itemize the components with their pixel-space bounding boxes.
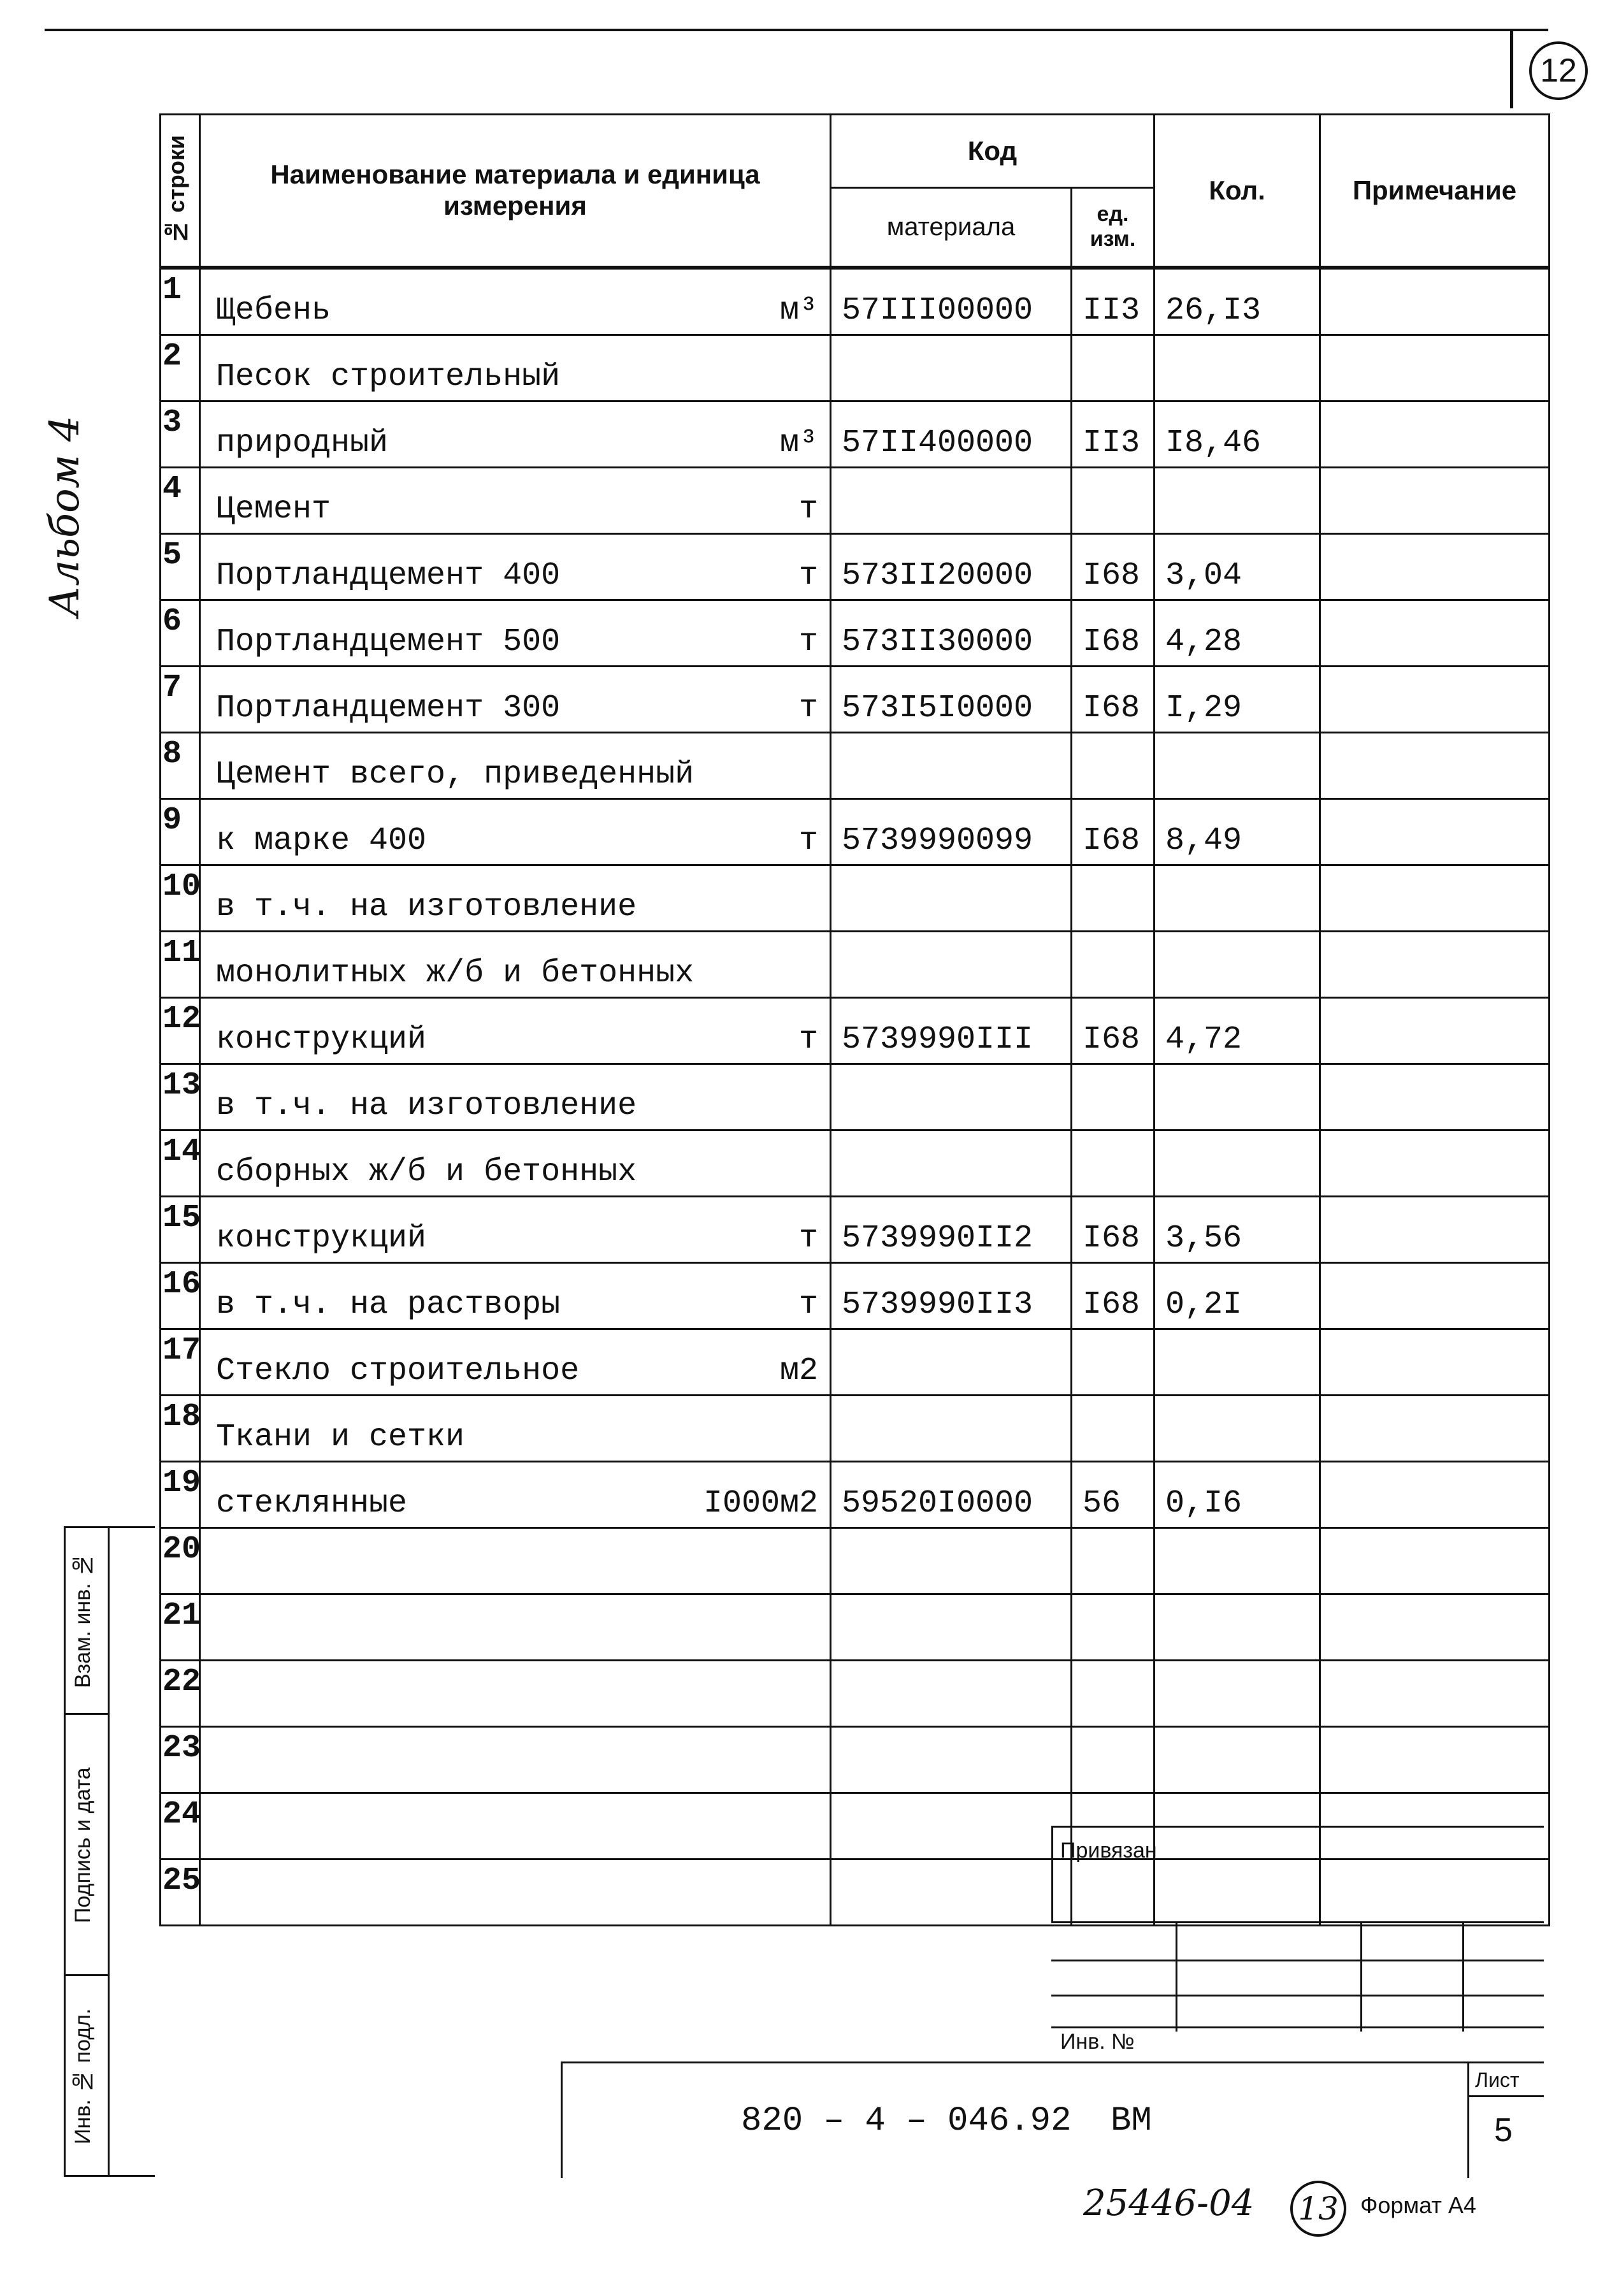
material-code: [831, 931, 1072, 997]
note: [1320, 467, 1550, 533]
material-name: [200, 1726, 831, 1793]
doc-mark: ВМ: [1111, 2102, 1152, 2141]
material-name: [200, 997, 831, 1064]
unit-code: I68: [1072, 666, 1155, 732]
row-number: 13: [161, 1064, 200, 1130]
note: [1320, 798, 1550, 865]
handwritten-number: 25446-04: [1083, 2183, 1255, 2224]
unit-code: [1072, 1329, 1155, 1395]
unit-code: [1072, 1660, 1155, 1726]
table-row: [161, 1395, 1550, 1461]
list-label: Лист: [1475, 2069, 1520, 2091]
material-name-text: Песок строительный: [216, 358, 561, 395]
note: [1320, 1262, 1550, 1329]
material-name-text: в т.ч. на изготовление: [216, 1087, 637, 1124]
material-name: [200, 1594, 831, 1660]
unit-code: I68: [1072, 600, 1155, 666]
format-label: Формат А4: [1360, 2192, 1476, 2218]
material-code: [831, 467, 1072, 533]
table-row: [161, 732, 1550, 798]
material-code: 57II400000: [831, 401, 1072, 467]
table-row: [161, 865, 1550, 931]
material-name: [200, 1329, 831, 1395]
unit-code: I68: [1072, 1262, 1155, 1329]
header-quantity: Кол.: [1155, 115, 1320, 268]
material-unit: м³: [779, 424, 818, 461]
material-name: [200, 401, 831, 467]
unit-code: [1072, 1395, 1155, 1461]
unit-code: I68: [1072, 1196, 1155, 1262]
note: [1320, 666, 1550, 732]
note: [1320, 1594, 1550, 1660]
note: [1320, 1461, 1550, 1527]
material-code: [831, 1793, 1072, 1859]
note: [1320, 268, 1550, 335]
table-row: [161, 1196, 1550, 1262]
quantity: [1155, 931, 1320, 997]
quantity: [1155, 1130, 1320, 1196]
material-name: [200, 1859, 831, 1925]
material-code: [831, 1859, 1072, 1925]
row-number: 9: [161, 798, 200, 865]
material-name-text: Щебень: [216, 292, 331, 329]
note: [1320, 401, 1550, 467]
unit-code: [1072, 467, 1155, 533]
material-unit: т: [798, 623, 818, 660]
header-code-unit: ед. изм.: [1072, 188, 1155, 268]
material-name: [200, 1793, 831, 1859]
material-code: 573II20000: [831, 533, 1072, 600]
material-name: [200, 467, 831, 533]
quantity: 4,28: [1155, 600, 1320, 666]
row-number: 23: [161, 1726, 200, 1793]
row-number: 6: [161, 600, 200, 666]
unit-code: [1072, 1130, 1155, 1196]
quantity: [1155, 1726, 1320, 1793]
material-code: [831, 865, 1072, 931]
material-unit: т: [798, 1220, 818, 1257]
unit-code: [1072, 1064, 1155, 1130]
quantity: [1155, 1527, 1320, 1594]
material-name-text: Портландцемент 300: [216, 690, 561, 726]
material-unit: т: [798, 1021, 818, 1058]
header-code-material: материала: [831, 188, 1072, 268]
material-name-text: в т.ч. на изготовление: [216, 888, 637, 925]
material-name-text: монолитных ж/б и бетонных: [216, 955, 694, 992]
header-material-name: Наименование материала и единица измерения: [200, 115, 831, 268]
list-number: 5: [1494, 2112, 1513, 2149]
table-row: [161, 666, 1550, 732]
side-label-vzam: Взам. инв. №: [71, 1552, 95, 1689]
material-name: [200, 335, 831, 401]
unit-code: 56: [1072, 1461, 1155, 1527]
material-code: 573I5I0000: [831, 666, 1072, 732]
note: [1320, 997, 1550, 1064]
material-name: [200, 1527, 831, 1594]
quantity: [1155, 1660, 1320, 1726]
note: [1320, 533, 1550, 600]
row-number: 25: [161, 1859, 200, 1925]
material-name-text: природный: [216, 424, 389, 461]
material-unit: м2: [779, 1352, 818, 1389]
material-name-text: к марке 400: [216, 822, 427, 859]
quantity: 0,2I: [1155, 1262, 1320, 1329]
table-row: [161, 798, 1550, 865]
unit-code: II3: [1072, 401, 1155, 467]
material-name-text: конструкций: [216, 1021, 427, 1058]
material-unit: м³: [779, 292, 818, 329]
row-number: 18: [161, 1395, 200, 1461]
side-stamp: [64, 1526, 155, 2177]
material-code: 59520I0000: [831, 1461, 1072, 1527]
material-name: [200, 732, 831, 798]
row-number: 10: [161, 865, 200, 931]
note: [1320, 600, 1550, 666]
material-name-text: Цемент всего, приведенный: [216, 756, 694, 793]
note: [1320, 1660, 1550, 1726]
privyazan-label: Привязан: [1060, 1838, 1157, 1863]
material-name: [200, 865, 831, 931]
row-number: 22: [161, 1660, 200, 1726]
material-name: [200, 600, 831, 666]
table-row: [161, 1262, 1550, 1329]
table-row: [161, 401, 1550, 467]
quantity: 0,I6: [1155, 1461, 1320, 1527]
quantity: 3,56: [1155, 1196, 1320, 1262]
material-code: [831, 732, 1072, 798]
material-name-text: сборных ж/б и бетонных: [216, 1153, 637, 1190]
material-unit: т: [798, 491, 818, 528]
material-name-text: в т.ч. на растворы: [216, 1286, 561, 1323]
quantity: [1155, 1329, 1320, 1395]
row-number: 2: [161, 335, 200, 401]
material-name-text: Стекло строительное: [216, 1352, 580, 1389]
table-row: [161, 1130, 1550, 1196]
note: [1320, 1196, 1550, 1262]
material-name: [200, 268, 831, 335]
quantity: [1155, 1395, 1320, 1461]
note: [1320, 732, 1550, 798]
row-number: 17: [161, 1329, 200, 1395]
material-unit: т: [798, 1286, 818, 1323]
material-name: [200, 1196, 831, 1262]
table-row: [161, 1461, 1550, 1527]
row-number: 14: [161, 1130, 200, 1196]
material-unit: т: [798, 557, 818, 594]
material-code: 57III00000: [831, 268, 1072, 335]
material-code: [831, 1594, 1072, 1660]
note: [1320, 335, 1550, 401]
header-row-number: № строки: [161, 115, 200, 268]
table-row: [161, 600, 1550, 666]
unit-code: I68: [1072, 997, 1155, 1064]
material-name-text: конструкций: [216, 1220, 427, 1257]
material-name: [200, 666, 831, 732]
unit-code: [1072, 1527, 1155, 1594]
table-row: [161, 1064, 1550, 1130]
quantity: 8,49: [1155, 798, 1320, 865]
sheet-badge: 12: [1529, 41, 1588, 100]
material-name: [200, 931, 831, 997]
material-code: [831, 1660, 1072, 1726]
note: [1320, 1064, 1550, 1130]
unit-code: [1072, 335, 1155, 401]
material-name: [200, 798, 831, 865]
material-unit: I000м2: [703, 1485, 818, 1522]
row-number: 15: [161, 1196, 200, 1262]
row-number: 5: [161, 533, 200, 600]
row-number: 1: [161, 268, 200, 335]
quantity: [1155, 1064, 1320, 1130]
material-name: [200, 1660, 831, 1726]
material-code: [831, 1726, 1072, 1793]
material-name: [200, 533, 831, 600]
note: [1320, 931, 1550, 997]
note: [1320, 865, 1550, 931]
side-label-podpis: Подпись и дата: [71, 1767, 95, 1923]
material-code: 5739990III: [831, 997, 1072, 1064]
material-code: [831, 1527, 1072, 1594]
materials-table: [159, 113, 1550, 1926]
table-row: [161, 268, 1550, 335]
unit-code: [1072, 931, 1155, 997]
material-name: [200, 1130, 831, 1196]
material-name: [200, 1064, 831, 1130]
table-row: [161, 1329, 1550, 1395]
note: [1320, 1527, 1550, 1594]
material-name-text: стеклянные: [216, 1485, 408, 1522]
quantity: 4,72: [1155, 997, 1320, 1064]
material-name: [200, 1395, 831, 1461]
material-name-text: Портландцемент 500: [216, 623, 561, 660]
material-code: 5739990099: [831, 798, 1072, 865]
table-row: [161, 467, 1550, 533]
row-number: 24: [161, 1793, 200, 1859]
note: [1320, 1395, 1550, 1461]
material-name: [200, 1461, 831, 1527]
table-row: [161, 931, 1550, 997]
table-body: [161, 268, 1550, 1926]
material-name-text: Портландцемент 400: [216, 557, 561, 594]
material-code: 573II30000: [831, 600, 1072, 666]
header-code-group: Код: [831, 115, 1155, 188]
table-row: [161, 335, 1550, 401]
album-label: Альбом 4: [41, 415, 89, 617]
row-number: 8: [161, 732, 200, 798]
material-name: [200, 1262, 831, 1329]
unit-code: [1072, 1594, 1155, 1660]
material-code: [831, 1130, 1072, 1196]
row-number: 7: [161, 666, 200, 732]
quantity: I8,46: [1155, 401, 1320, 467]
unit-code: II3: [1072, 268, 1155, 335]
row-number: 12: [161, 997, 200, 1064]
top-border-line: [45, 29, 1548, 31]
circled-number: 13: [1290, 2181, 1346, 2237]
table-row: [161, 997, 1550, 1064]
note: [1320, 1130, 1550, 1196]
material-name-text: Ткани и сетки: [216, 1419, 465, 1455]
table-row: [161, 533, 1550, 600]
material-unit: т: [798, 822, 818, 859]
material-code: [831, 1395, 1072, 1461]
material-code: 5739990II3: [831, 1262, 1072, 1329]
row-number: 4: [161, 467, 200, 533]
row-number: 19: [161, 1461, 200, 1527]
row-number: 3: [161, 401, 200, 467]
unit-code: [1072, 732, 1155, 798]
material-code: [831, 1329, 1072, 1395]
header-note: Примечание: [1320, 115, 1550, 268]
inv-no-label: Инв. №: [1060, 2030, 1135, 2054]
material-code: 5739990II2: [831, 1196, 1072, 1262]
quantity: [1155, 1594, 1320, 1660]
quantity: [1155, 865, 1320, 931]
material-code: [831, 1064, 1072, 1130]
unit-code: I68: [1072, 798, 1155, 865]
material-code: [831, 335, 1072, 401]
table-row: [161, 1527, 1550, 1594]
quantity: 3,04: [1155, 533, 1320, 600]
material-unit: т: [798, 690, 818, 726]
table-row: [161, 1726, 1550, 1793]
unit-code: [1072, 1726, 1155, 1793]
row-number: 11: [161, 931, 200, 997]
unit-code: [1072, 865, 1155, 931]
quantity: [1155, 467, 1320, 533]
doc-code: 820 – 4 – 046.92: [741, 2102, 1072, 2141]
quantity: I,29: [1155, 666, 1320, 732]
unit-code: I68: [1072, 533, 1155, 600]
table-row: [161, 1594, 1550, 1660]
material-name-text: Цемент: [216, 491, 331, 528]
row-number: 21: [161, 1594, 200, 1660]
quantity: [1155, 335, 1320, 401]
note: [1320, 1726, 1550, 1793]
note: [1320, 1329, 1550, 1395]
row-number: 20: [161, 1527, 200, 1594]
side-label-inv-podl: Инв. № подл.: [71, 2008, 95, 2144]
table-row: [161, 1660, 1550, 1726]
quantity: [1155, 732, 1320, 798]
row-number: 16: [161, 1262, 200, 1329]
doc-code-block: [561, 2061, 1544, 2178]
quantity: 26,I3: [1155, 268, 1320, 335]
